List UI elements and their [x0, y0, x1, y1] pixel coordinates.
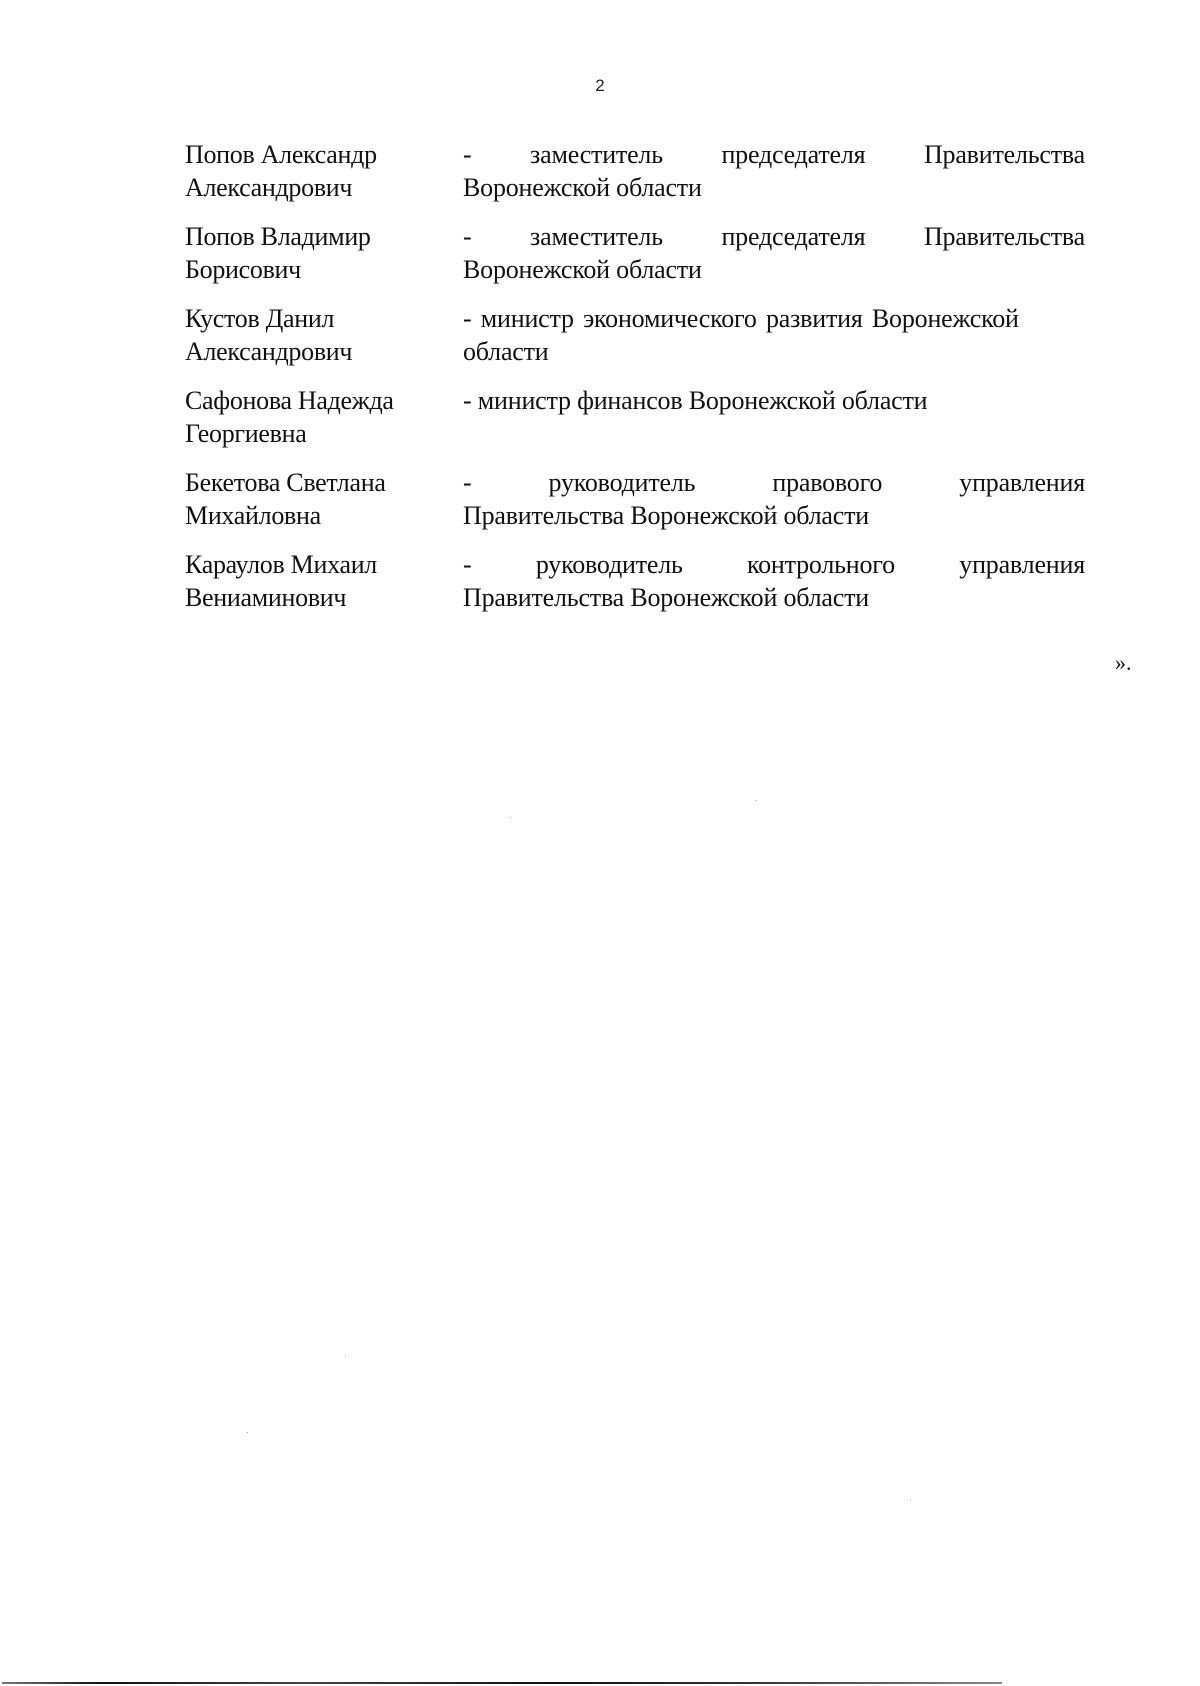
member-row [185, 466, 1085, 532]
member-position: - заместитель председателя Правительства Воронежской области [463, 222, 1085, 284]
member-position: - руководитель правового управления Правительства Воронежской области [463, 468, 1085, 530]
scan-speck [910, 1500, 911, 1501]
member-position: - министр экономического развития Воронежской области [463, 304, 1019, 366]
member-row [185, 548, 1085, 614]
member-list [185, 138, 1085, 630]
member-position: - заместитель председателя Правительства Воронежской области [463, 140, 1085, 202]
member-position: - руководитель контрольного управления Правительства Воронежской области [463, 550, 1085, 612]
member-row [185, 384, 1085, 450]
member-name: Попов Александр Александрович [185, 140, 377, 202]
scan-speck [510, 817, 511, 818]
member-name: Караулов Михаил Вениаминович [185, 550, 377, 612]
member-row [185, 302, 1085, 368]
member-row [185, 220, 1085, 286]
member-name: Кустов Данил Александрович [185, 304, 353, 366]
page-bottom-scan-edge [2, 1682, 1002, 1684]
scan-speck [247, 1432, 248, 1433]
member-name: Бекетова Светлана Михайловна [185, 468, 386, 530]
member-name: Сафонова Надежда Георгиевна [185, 386, 394, 448]
page-number: 2 [595, 76, 605, 95]
member-row [185, 138, 1085, 204]
member-name: Попов Владимир Борисович [185, 222, 371, 284]
scan-speck [756, 800, 757, 801]
closing-quote-mark: ». [1115, 650, 1132, 675]
scan-speck [345, 1355, 346, 1356]
member-position: - министр финансов Воронежской области [463, 386, 928, 415]
